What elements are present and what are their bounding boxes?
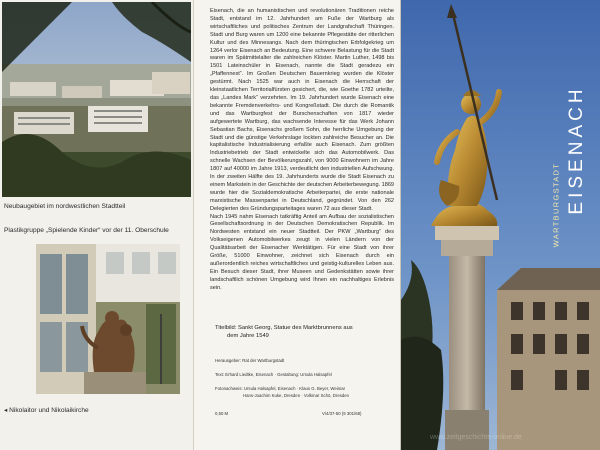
photo-credit-2: Hans-Joachim Kuke, Dresden · Volkmar Schö, Dresden (243, 393, 350, 398)
photo-children-sculpture (36, 244, 180, 394)
price-code: 0,50 M (215, 411, 229, 416)
photo-new-housing-district (2, 2, 191, 197)
cover-panel (401, 0, 600, 450)
cover-caption-line-2: dem Jahre 1549 (227, 333, 269, 340)
middle-panel (193, 0, 401, 450)
caption-children-sculpture: Plastikgruppe „Spielende Kinder“ vor der 11. Oberschule (4, 227, 169, 234)
caption-nikolaitor: ◂ Nikolaitor und Nikolaikirche (4, 407, 89, 414)
cover-title: EISENACH (566, 85, 587, 215)
cover-caption-line-1: Titelbild: Sankt Georg, Statue des Marktbrunnens aus (215, 325, 353, 331)
left-panel (0, 0, 193, 450)
publisher-line: Herausgeber: Rat der Wartburgstadt (215, 358, 285, 363)
history-paragraph-2: Nach 1945 nahm Eisenach tatkräftig Anteil am Aufbau der sozialistischen Gesellschaftsordnung in der Deutschen Demokratischen Republik. Im Nordwesten entstand ein neuer Stadtteil. Der PKW „Wartburg“ des Volkseigenen Automobilwerkes zeugt in vielen Ländern von der Qualitätsarbeit der Eisenacher Werktätigen. Für eine Stadt von ihrer Größe, 51000 Einwohner, zeichnet sich Eisenach durch ein außerordentlich reiches wirtschaftliches und geistig-kulturelles Leben aus. Ein Besuch dieser Stadt, ihrer Museen und Gedenkstätten sowie ihrer landschaftlich schönen Umgebung wird Ihnen ein nachhaltiges Erlebnis sein. (210, 213, 394, 291)
cover-caption (215, 324, 395, 341)
watermark: www.zeitgeschichte-online.de (430, 434, 522, 441)
history-text (210, 8, 394, 293)
text-credit: Text: Erhard Liedtke, Eisenach · Gestaltung: Ursula Halsapfel (215, 372, 332, 377)
photo-credit-1: Fotonachweis: Ursula Halsapfel, Eisenach · Klaus G. Beyer, Weimar (215, 386, 346, 391)
history-paragraph-1: Eisenach, die an humanistischen und revolutionären Traditionen reiche Stadt, entstand im 12. Jahrhundert am Fuße der Wartburg als wirtschaftliches und politisches Zentrum der Landgrafschaft Thüringen. Stadt und Burg waren um 1200 eine bekannte Pflegestätte der ritterlichen Kultur und des Minnesangs. Nach dem thüringischen Erbfolgekrieg um 1264 verlor Eisenach an Bedeutung. Eine schwere Belastung für die Stadt waren im Spätmittelalter die zahlreichen Klöster. Martin Luther, 1498 bis 1501 Lateinschüler in Eisenach, nannte die Stadt geradezu ein „Pfaffennest“. Im Großen Deutschen Bauernkrieg wurden die Klöster gestürmt. Nach 1525 war auch in Eisenach die Herrschaft der kleinstaatlichen Territorialfürsten gesichert, die, wie Goethe 1782 urteilte, das „Landes Mark“ verzehrten. Im 19. Jahrhundert wurde Eisenach eine bekannte Fremdenverkehrs- und Kongreßstadt. Die durch die Romantik und das Wartburgfest der Burschenschaften von 1817 wieder aufgewertete Wartburg, das wachsende Interesse für das Werk Johann Sebastian Bachs, Eisenachs großem Sohn, die herrliche Umgebung der Stadt und die günstige Verkehrslage lockten zahlreiche Besucher an. Die kapitalistische Industrialisierung erfaßte auch Eisenach. Zum größten Industriebetrieb der Stadt entwickelte sich das Automobilwerk. Das schnelle Wachsen der Bevölkerungszahl, von 9000 Einwohnern im Jahre 1807 auf 40000 im Jahre 1913, verdeutlicht den industriellen Aufschwung. In der zweiten Hälfte des 19. Jahrhunderts wurde die Stadt Eisenach zu einem Markstein in der Geschichte der deutschen Arbeiterbewegung. 1869 wurde hier die Sozialdemokratische Arbeiterpartei, die erste nationale marxistische Massenpartei in Deutschland, gegründet. Von den 262 Delegierten des Gründungsparteitages waren 72 aus dieser Stadt. (210, 8, 394, 212)
print-code: V/4/37-50 (9 301/68) (322, 411, 362, 416)
cover-photo-st-george (401, 0, 600, 450)
caption-new-housing: Neubaugebiet im nordwestlichen Stadtteil (4, 203, 126, 210)
cover-subtitle: WARTBURGSTADT (551, 162, 561, 248)
